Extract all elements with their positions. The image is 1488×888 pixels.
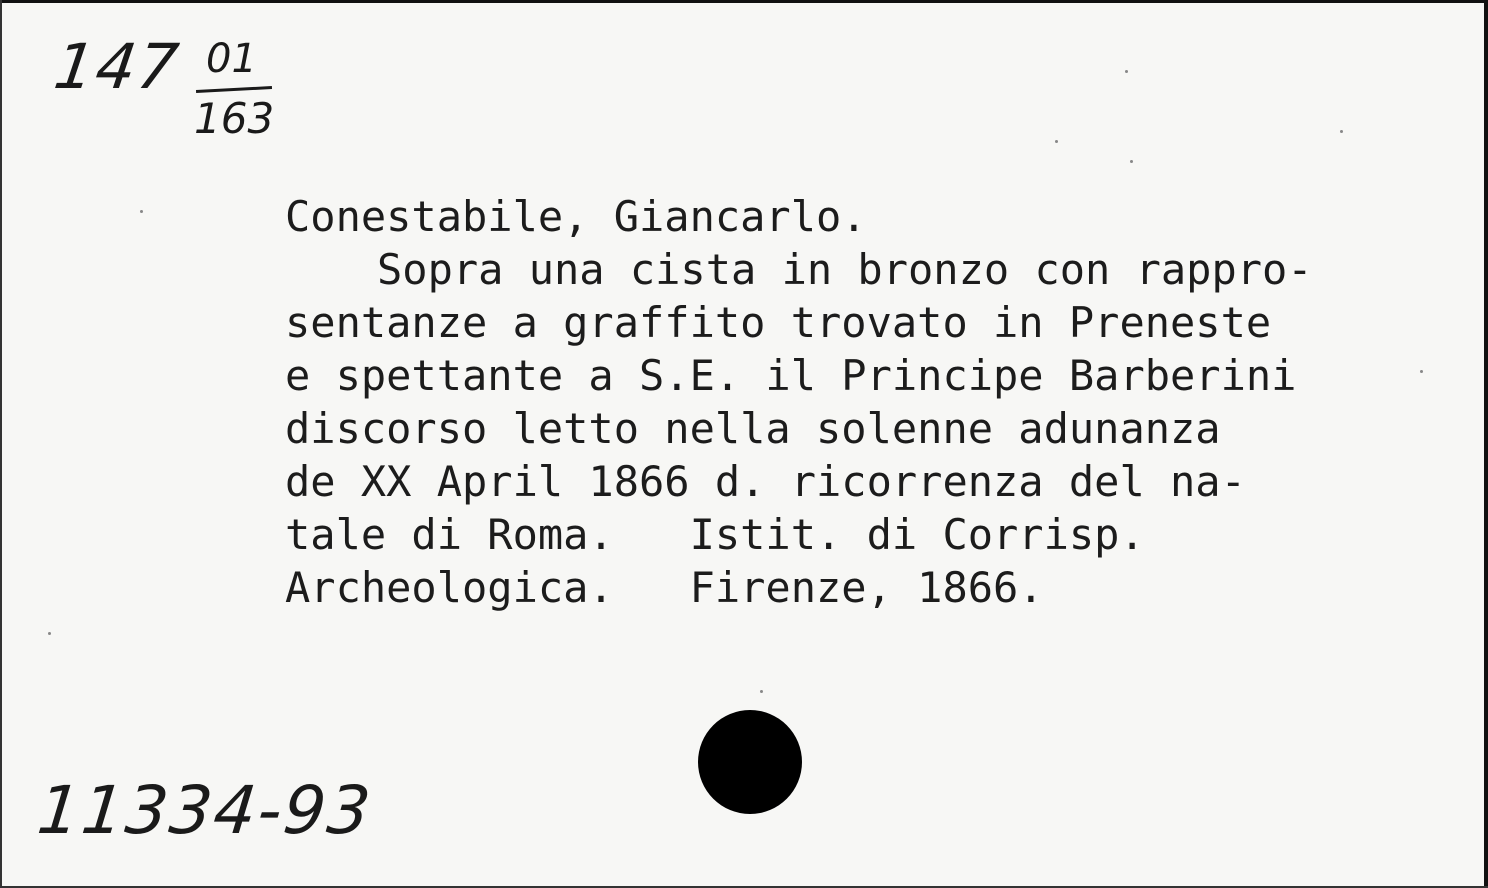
typed-entry [285, 190, 1475, 614]
imprint-line: Archeologica. Firenze, 1866. [285, 563, 1044, 612]
publisher-line: tale di Roma. Istit. di Corrisp. [285, 510, 1145, 559]
fraction-bar [196, 86, 272, 93]
paper-speck [1130, 160, 1133, 163]
paper-speck [760, 690, 763, 693]
paper-speck [1055, 140, 1058, 143]
inventory-number: 11334-93 [33, 772, 376, 849]
title-line-2: sentanze a graffito trovato in Preneste [285, 298, 1272, 347]
call-number-fraction-bottom: 163 [194, 94, 275, 143]
title-line-5: de XX April 1866 d. ricorrenza del na- [285, 457, 1246, 506]
paper-speck [140, 210, 143, 213]
title-line-1: Sopra una cista in bronzo con rappro- [377, 245, 1313, 294]
title-line-4: discorso letto nella solenne adunanza [285, 404, 1221, 453]
call-number-fraction [190, 36, 300, 146]
punch-hole [698, 710, 802, 814]
paper-speck [1420, 370, 1423, 373]
paper-speck [1340, 130, 1343, 133]
title-line-3: e spettante a S.E. il Principe Barberini [285, 351, 1297, 400]
card-left-edge [0, 0, 2, 888]
call-number-fraction-top: 01 [206, 36, 257, 82]
author-line: Conestabile, Giancarlo. [285, 192, 867, 241]
paper-speck [48, 632, 51, 635]
paper-speck [1125, 70, 1128, 73]
card-top-edge [0, 0, 1488, 3]
card-right-edge [1484, 0, 1488, 888]
call-number-main: 147 [49, 30, 185, 103]
